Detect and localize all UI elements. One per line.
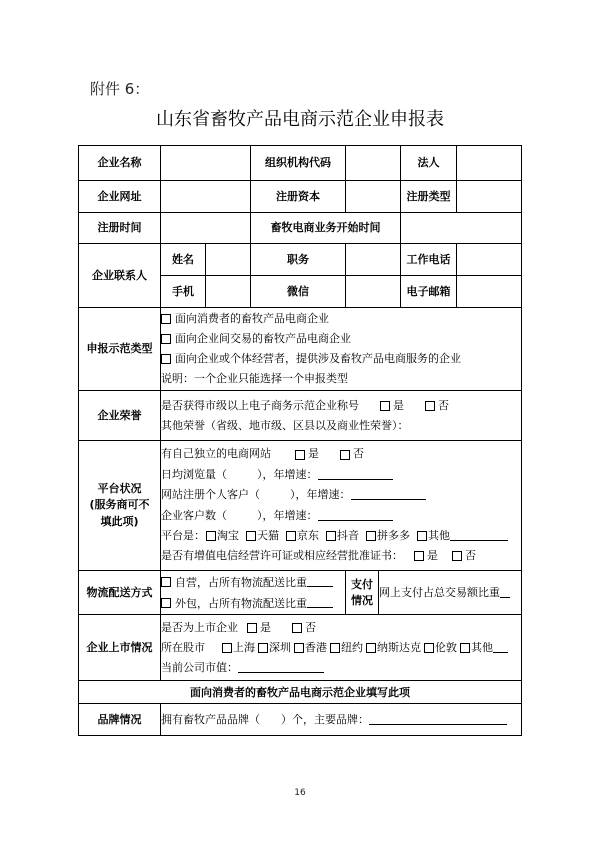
market-london-checkbox[interactable] xyxy=(424,643,434,653)
listing-content xyxy=(161,615,522,681)
payment-text: 网上支付占总交易额比重 xyxy=(379,585,500,599)
reg-capital-label: 注册资本 xyxy=(251,181,346,213)
work-phone-label: 工作电话 xyxy=(401,244,457,276)
logistics-label: 物流配送方式 xyxy=(79,571,161,615)
platform-note-line-1: (服务商可不 xyxy=(89,498,150,512)
org-code-label: 组织机构代码 xyxy=(251,146,346,181)
listing-yes-label: 是 xyxy=(260,620,271,634)
logistics-self-text: 自营，占所有物流配送比重 xyxy=(175,575,307,589)
brand-prefix: 拥有畜牧产品品牌（ xyxy=(161,712,260,726)
platform-label: 平台状况 xyxy=(97,481,142,495)
platform-tmall-checkbox[interactable] xyxy=(246,531,256,541)
honors-other: 其他荣誉（省级、地市级、区县以及商业性荣誉）： xyxy=(161,418,409,432)
row-logistics xyxy=(79,571,522,615)
license-line xyxy=(161,546,521,566)
daily-views-line xyxy=(161,465,521,485)
platform-tmall-label: 天猫 xyxy=(257,528,279,542)
listing-no-checkbox[interactable] xyxy=(292,623,302,633)
market-shanghai-label: 上海 xyxy=(233,640,255,654)
platform-content xyxy=(161,441,522,571)
biz-start-field[interactable] xyxy=(401,213,522,244)
listing-no-label: 否 xyxy=(305,620,316,634)
contact-name-label: 姓名 xyxy=(161,244,206,276)
logistics-outsource-checkbox[interactable] xyxy=(161,598,171,608)
platform-other-checkbox[interactable] xyxy=(417,531,427,541)
website-label: 企业网址 xyxy=(79,181,161,213)
demo-type-option-3 xyxy=(161,349,521,369)
platform-other-blank[interactable] xyxy=(450,526,508,541)
application-form-table xyxy=(78,145,522,736)
market-other-checkbox[interactable] xyxy=(460,643,470,653)
row-honors xyxy=(79,391,522,441)
own-site-no-checkbox[interactable] xyxy=(340,450,350,460)
daily-views-growth-blank[interactable] xyxy=(318,465,393,480)
listing-label: 企业上市情况 xyxy=(79,615,161,681)
license-yes-label: 是 xyxy=(427,549,438,563)
demo-type-option-1 xyxy=(161,309,521,329)
license-question: 是否有增值电信经营许可证或相应经营批准证书： xyxy=(161,549,403,563)
reg-capital-field[interactable] xyxy=(346,181,401,213)
stock-market-label: 所在股市 xyxy=(161,640,205,654)
contact-label: 企业联系人 xyxy=(79,244,161,308)
business-customers-growth-label: ），年增速： xyxy=(257,508,318,522)
honors-no-checkbox[interactable] xyxy=(425,401,435,411)
business-customers-line xyxy=(161,506,521,526)
contact-position-label: 职务 xyxy=(251,244,346,276)
demo-type-label: 申报示范类型 xyxy=(79,308,161,391)
payment-content xyxy=(379,571,522,615)
logistics-outsource-line xyxy=(161,593,345,614)
own-site-no-label: 否 xyxy=(353,447,364,461)
honors-question: 是否获得市级以上电子商务示范企业称号 xyxy=(161,398,359,412)
platforms-line xyxy=(161,526,521,546)
platform-other-label: 其他 xyxy=(428,528,450,542)
website-field[interactable] xyxy=(161,181,251,213)
license-yes-checkbox[interactable] xyxy=(414,551,424,561)
license-no-label: 否 xyxy=(465,549,476,563)
company-name-field[interactable] xyxy=(161,146,251,181)
own-site-line xyxy=(161,444,521,464)
demo-type-note xyxy=(161,369,521,389)
platform-taobao-checkbox[interactable] xyxy=(206,531,216,541)
wechat-label: 微信 xyxy=(251,276,346,308)
market-hongkong-label: 香港 xyxy=(305,640,327,654)
honors-other-line xyxy=(161,416,521,436)
contact-position-field[interactable] xyxy=(346,244,401,276)
payment-label: 支付情况 xyxy=(346,571,379,615)
org-code-field[interactable] xyxy=(346,146,401,181)
brand-line xyxy=(161,710,521,730)
payment-blank[interactable] xyxy=(500,583,510,598)
brand-content xyxy=(161,704,522,736)
registered-customers-line xyxy=(161,485,521,505)
reg-time-label: 注册时间 xyxy=(79,213,161,244)
registered-customers-prefix: 网站注册个人客户（ xyxy=(161,488,260,502)
logistics-content xyxy=(161,571,346,615)
attachment-label: 附件 6： xyxy=(90,80,150,98)
honors-yes-label: 是 xyxy=(393,398,404,412)
business-customers-prefix: 企业客户数（ xyxy=(161,508,227,522)
demo-type-checkbox-1[interactable] xyxy=(161,314,171,324)
row-platform xyxy=(79,441,522,571)
listing-question-line xyxy=(161,618,521,638)
logistics-outsource-blank[interactable] xyxy=(307,593,333,608)
own-site-yes-label: 是 xyxy=(308,447,319,461)
row-company-name xyxy=(79,146,522,181)
platform-jd-checkbox[interactable] xyxy=(286,531,296,541)
reg-type-label: 注册类型 xyxy=(401,181,457,213)
email-field[interactable] xyxy=(457,276,522,308)
page-number: 16 xyxy=(294,788,306,798)
daily-views-prefix: 日均浏览量（ xyxy=(161,467,227,481)
market-newyork-checkbox[interactable] xyxy=(330,643,340,653)
own-site-yes-checkbox[interactable] xyxy=(295,450,305,460)
row-demo-type xyxy=(79,308,522,391)
demo-type-checkbox-3[interactable] xyxy=(161,354,171,364)
demo-type-option-1-text: 面向消费者的畜牧产品电商企业 xyxy=(175,312,329,325)
demo-type-option-3-text: 面向企业或个体经营者，提供涉及畜牧产品电商服务的企业 xyxy=(175,352,461,365)
market-newyork-label: 纽约 xyxy=(341,640,363,654)
logistics-self-blank[interactable] xyxy=(307,572,333,587)
platform-jd-label: 京东 xyxy=(297,528,319,542)
honors-no-label: 否 xyxy=(438,398,449,412)
honors-yes-checkbox[interactable] xyxy=(380,401,390,411)
platforms-label: 平台是： xyxy=(161,528,205,542)
market-other-blank[interactable] xyxy=(493,638,508,653)
logistics-outsource-text: 外包，占所有物流配送比重 xyxy=(175,596,307,610)
daily-views-growth-label: ），年增速： xyxy=(257,467,318,481)
row-consumer-section xyxy=(79,681,522,704)
honors-question-line xyxy=(161,396,521,416)
mobile-field[interactable] xyxy=(206,276,251,308)
platform-douyin-checkbox[interactable] xyxy=(326,531,336,541)
market-cap-label: 当前公司市值： xyxy=(161,660,238,674)
form-title: 山东省畜牧产品电商示范企业申报表 xyxy=(156,109,444,130)
market-other-label: 其他 xyxy=(471,640,493,654)
registered-customers-growth-blank[interactable] xyxy=(351,485,426,500)
logistics-self-checkbox[interactable] xyxy=(161,577,171,587)
row-brand xyxy=(79,704,522,736)
honors-label: 企业荣誉 xyxy=(79,391,161,441)
registered-customers-growth-label: ），年增速： xyxy=(290,488,351,502)
consumer-section-heading: 面向消费者的畜牧产品电商示范企业填写此项 xyxy=(79,681,522,704)
stock-market-line xyxy=(161,638,521,658)
row-listing xyxy=(79,615,522,681)
mobile-label: 手机 xyxy=(161,276,206,308)
demo-type-checkbox-2[interactable] xyxy=(161,334,171,344)
demo-type-note-text: 说明：一个企业只能选择一个申报类型 xyxy=(161,372,348,385)
market-shanghai-checkbox[interactable] xyxy=(222,643,232,653)
brand-suffix: ）个，主要品牌： xyxy=(281,712,369,726)
email-label: 电子邮箱 xyxy=(401,276,457,308)
logistics-self-line xyxy=(161,572,345,593)
wechat-field[interactable] xyxy=(346,276,401,308)
payment-line xyxy=(379,583,521,603)
biz-start-label: 畜牧电商业务开始时间 xyxy=(251,213,401,244)
company-name-label: 企业名称 xyxy=(79,146,161,181)
demo-type-content xyxy=(161,308,522,391)
market-cap-blank[interactable] xyxy=(238,658,324,673)
platform-douyin-label: 抖音 xyxy=(337,528,359,542)
platform-pinduoduo-label: 拼多多 xyxy=(377,528,410,542)
market-nasdaq-label: 纳斯达克 xyxy=(377,640,421,654)
market-london-label: 伦敦 xyxy=(435,640,457,654)
reg-type-field[interactable] xyxy=(457,181,522,213)
legal-person-label: 法人 xyxy=(401,146,457,181)
reg-time-field[interactable] xyxy=(161,213,251,244)
platform-label-cell xyxy=(79,441,161,571)
market-hongkong-checkbox[interactable] xyxy=(294,643,304,653)
row-reg-time xyxy=(79,213,522,244)
platform-taobao-label: 淘宝 xyxy=(217,528,239,542)
market-shenzhen-label: 深圳 xyxy=(269,640,291,654)
business-customers-growth-blank[interactable] xyxy=(318,506,393,521)
market-shenzhen-checkbox[interactable] xyxy=(258,643,268,653)
brand-label: 品牌情况 xyxy=(79,704,161,736)
honors-content xyxy=(161,391,522,441)
work-phone-field[interactable] xyxy=(457,244,522,276)
market-cap-line xyxy=(161,658,521,678)
platform-note-line-2: 填此项) xyxy=(100,514,139,528)
license-no-checkbox[interactable] xyxy=(452,551,462,561)
own-site-question: 有自己独立的电商网站 xyxy=(161,447,271,461)
contact-name-field[interactable] xyxy=(206,244,251,276)
row-website xyxy=(79,181,522,213)
row-contact-1 xyxy=(79,244,522,276)
demo-type-option-2 xyxy=(161,329,521,349)
demo-type-option-2-text: 面向企业间交易的畜牧产品电商企业 xyxy=(175,332,351,345)
platform-pinduoduo-checkbox[interactable] xyxy=(366,531,376,541)
legal-person-field[interactable] xyxy=(457,146,522,181)
main-brands-blank[interactable] xyxy=(369,710,507,725)
listing-yes-checkbox[interactable] xyxy=(247,623,257,633)
listing-question: 是否为上市企业 xyxy=(161,620,238,634)
market-nasdaq-checkbox[interactable] xyxy=(366,643,376,653)
